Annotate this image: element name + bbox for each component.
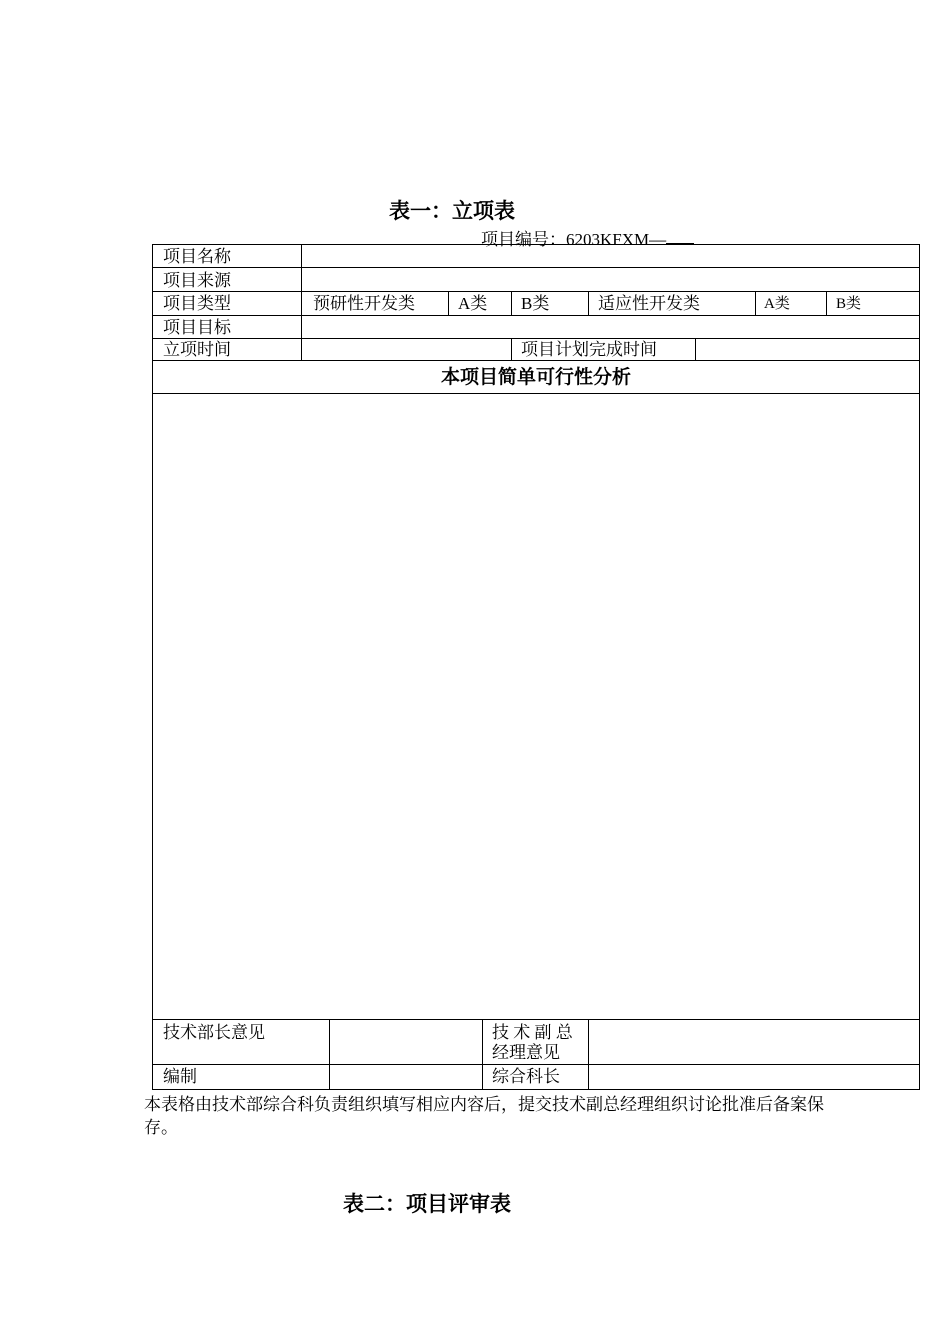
table2-title: 表二：项目评审表	[343, 1192, 511, 1216]
editor-field[interactable]	[330, 1065, 482, 1089]
tech-head-opinion-label: 技术部长意见	[163, 1023, 265, 1042]
type-option-preresearch[interactable]: 预研性开发类	[313, 294, 415, 313]
deputy-gm-opinion-label: 技 术 副 总经理意见	[492, 1023, 573, 1062]
table1-title: 表一：立项表	[389, 199, 515, 223]
project-source-field[interactable]	[302, 268, 919, 291]
project-goal-field[interactable]	[302, 316, 919, 338]
project-source-label: 项目来源	[163, 271, 231, 290]
deputy-gm-opinion-field[interactable]	[589, 1020, 919, 1064]
type-option-adaptive-b[interactable]: B类	[836, 296, 862, 312]
project-type-label: 项目类型	[163, 294, 231, 313]
type-option-preresearch-b[interactable]: B类	[521, 294, 550, 313]
feasibility-analysis-title: 本项目简单可行性分析	[440, 366, 631, 388]
type-option-adaptive[interactable]: 适应性开发类	[598, 294, 700, 313]
project-goal-label: 项目目标	[163, 318, 231, 337]
table-note: 本表格由技术部综合科负责组织填写相应内容后，提交技术副总经理组织讨论批准后备案保存。	[144, 1095, 824, 1137]
project-approval-table	[152, 244, 920, 1090]
project-number-label: 项目编号：	[481, 230, 566, 249]
feasibility-analysis-area[interactable]	[153, 394, 919, 1019]
planned-completion-label: 项目计划完成时间	[521, 340, 657, 359]
tech-head-opinion-field[interactable]	[330, 1020, 482, 1064]
type-option-adaptive-a[interactable]: A类	[764, 296, 790, 312]
editor-label: 编制	[163, 1067, 197, 1086]
section-chief-field[interactable]	[589, 1065, 919, 1089]
project-number-blank[interactable]	[666, 228, 694, 245]
project-name-label: 项目名称	[163, 247, 231, 266]
section-chief-label: 综合科长	[492, 1067, 560, 1086]
project-number-code: 6203KFXM—	[566, 230, 667, 249]
planned-completion-field[interactable]	[696, 339, 919, 360]
project-name-field[interactable]	[302, 245, 919, 267]
start-date-label: 立项时间	[163, 340, 231, 359]
start-date-field[interactable]	[302, 339, 511, 360]
type-option-preresearch-a[interactable]: A类	[458, 294, 488, 313]
